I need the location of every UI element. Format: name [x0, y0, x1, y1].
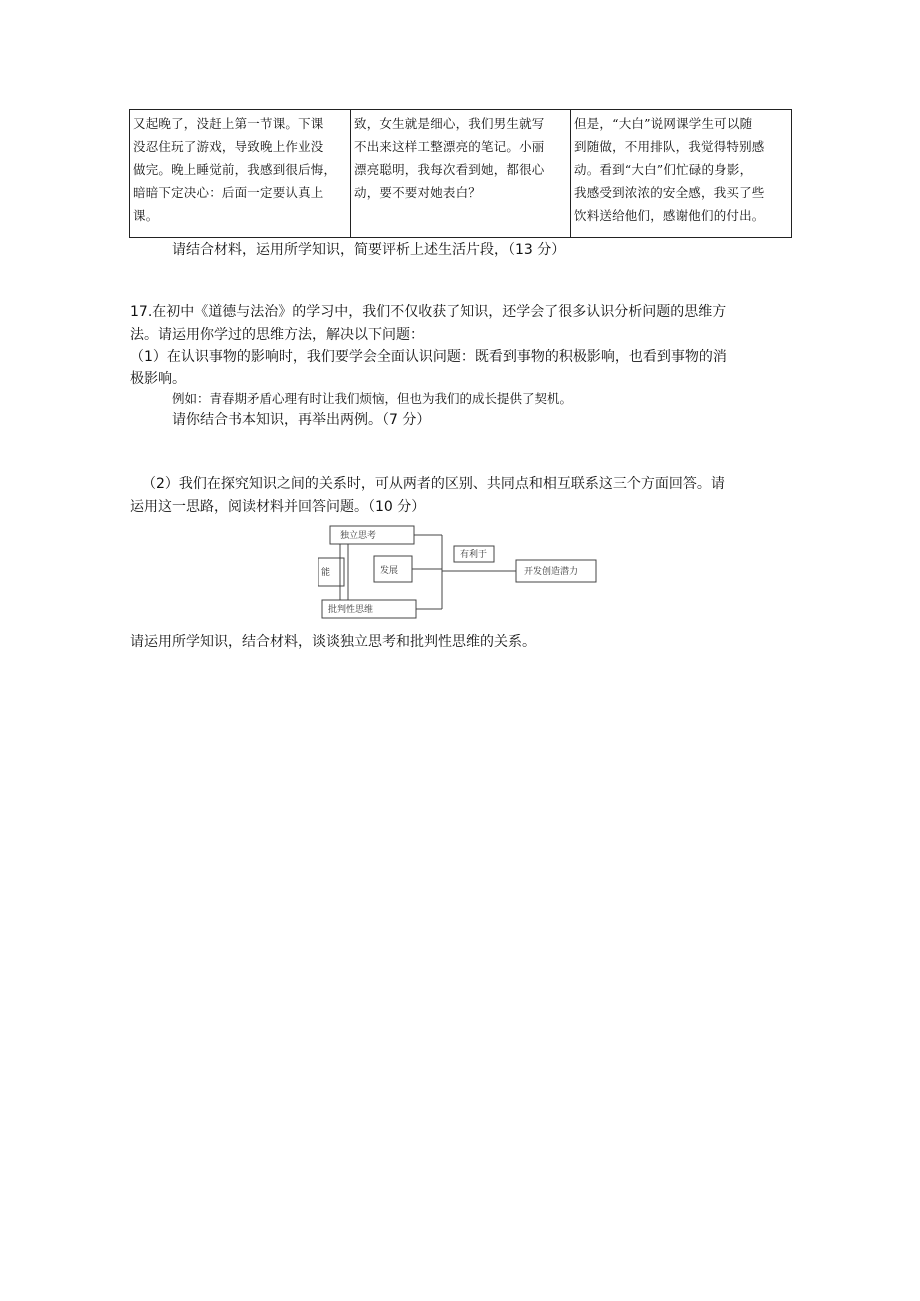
- cell-line: 漂亮聪明，我每次看到她，都很心: [354, 162, 545, 177]
- cell-line: 又起晚了，没赶上第一节课。下课: [133, 116, 324, 131]
- top-box-label: 独立思考: [340, 531, 377, 541]
- q17-part1-prompt: 请你结合书本知识，再举出两例。（7 分）: [172, 412, 431, 428]
- result-box-label: 开发创造潜力: [524, 567, 579, 577]
- q17-part1-line-2: 极影响。: [130, 371, 186, 387]
- cell-line: 没忍住玩了游戏，导致晚上作业没: [133, 139, 324, 154]
- q17-part2-prompt: 请运用所学知识，结合材料，谈谈独立思考和批判性思维的关系。: [130, 634, 536, 650]
- thinking-relationship-diagram: [318, 522, 608, 622]
- cell-line: 动，要不要对她表白？: [354, 185, 482, 200]
- q17-part1-line-1: （1）在认识事物的影响时，我们要学会全面认识问题：既看到事物的积极影响，也看到事物的消: [130, 349, 727, 365]
- cell-line: 课。: [133, 208, 159, 223]
- cell-line: 动。看到“大白”们忙碌的身影，: [574, 162, 753, 177]
- benefit-box-label: 有利于: [460, 550, 488, 560]
- q17-part2-line-2: 运用这一思路，阅读材料并回答问题。（10 分）: [130, 499, 426, 515]
- q16-prompt: 请结合材料，运用所学知识，简要评析上述生活片段，（13 分）: [172, 242, 566, 258]
- bottom-box-label: 批判性思维: [328, 605, 374, 615]
- cell-line: 到随做，不用排队，我觉得特别感: [574, 139, 765, 154]
- fragment-cell-3: [571, 110, 792, 238]
- fragment-cell-2: [351, 110, 571, 238]
- cell-line: 不出来这样工整漂亮的笔记。小丽: [354, 139, 545, 154]
- cell-line: 暗暗下定决心：后面一定要认真上: [133, 185, 324, 200]
- q17-part2-line-1: （2）我们在探究知识之间的关系时，可从两者的区别、共同点和相互联系这三个方面回答。请: [142, 476, 725, 492]
- life-fragments-table: [129, 109, 792, 238]
- middle-box-label: 发展: [380, 566, 399, 576]
- cell-line: 饮料送给他们，感谢他们的付出。: [574, 208, 765, 223]
- cell-line: 我感受到浓浓的安全感，我买了些: [574, 185, 765, 200]
- cell-line: 做完。晚上睡觉前，我感到很后悔，: [133, 162, 337, 177]
- cell-line: 但是，“大白”说网课学生可以随: [574, 116, 753, 131]
- q17-example: 例如：青春期矛盾心理有时让我们烦恼，但也为我们的成长提供了契机。: [172, 391, 573, 406]
- cell-line: 致，女生就是细心，我们男生就写: [354, 116, 545, 131]
- left-box-label: 能: [321, 568, 331, 578]
- q17-intro-line-1: 17.在初中《道德与法治》的学习中，我们不仅收获了知识，还学会了很多认识分析问题的思维方: [130, 304, 727, 320]
- q17-intro-line-2: 法。请运用你学过的思维方法，解决以下问题：: [130, 327, 424, 343]
- fragment-cell-1: [130, 110, 351, 238]
